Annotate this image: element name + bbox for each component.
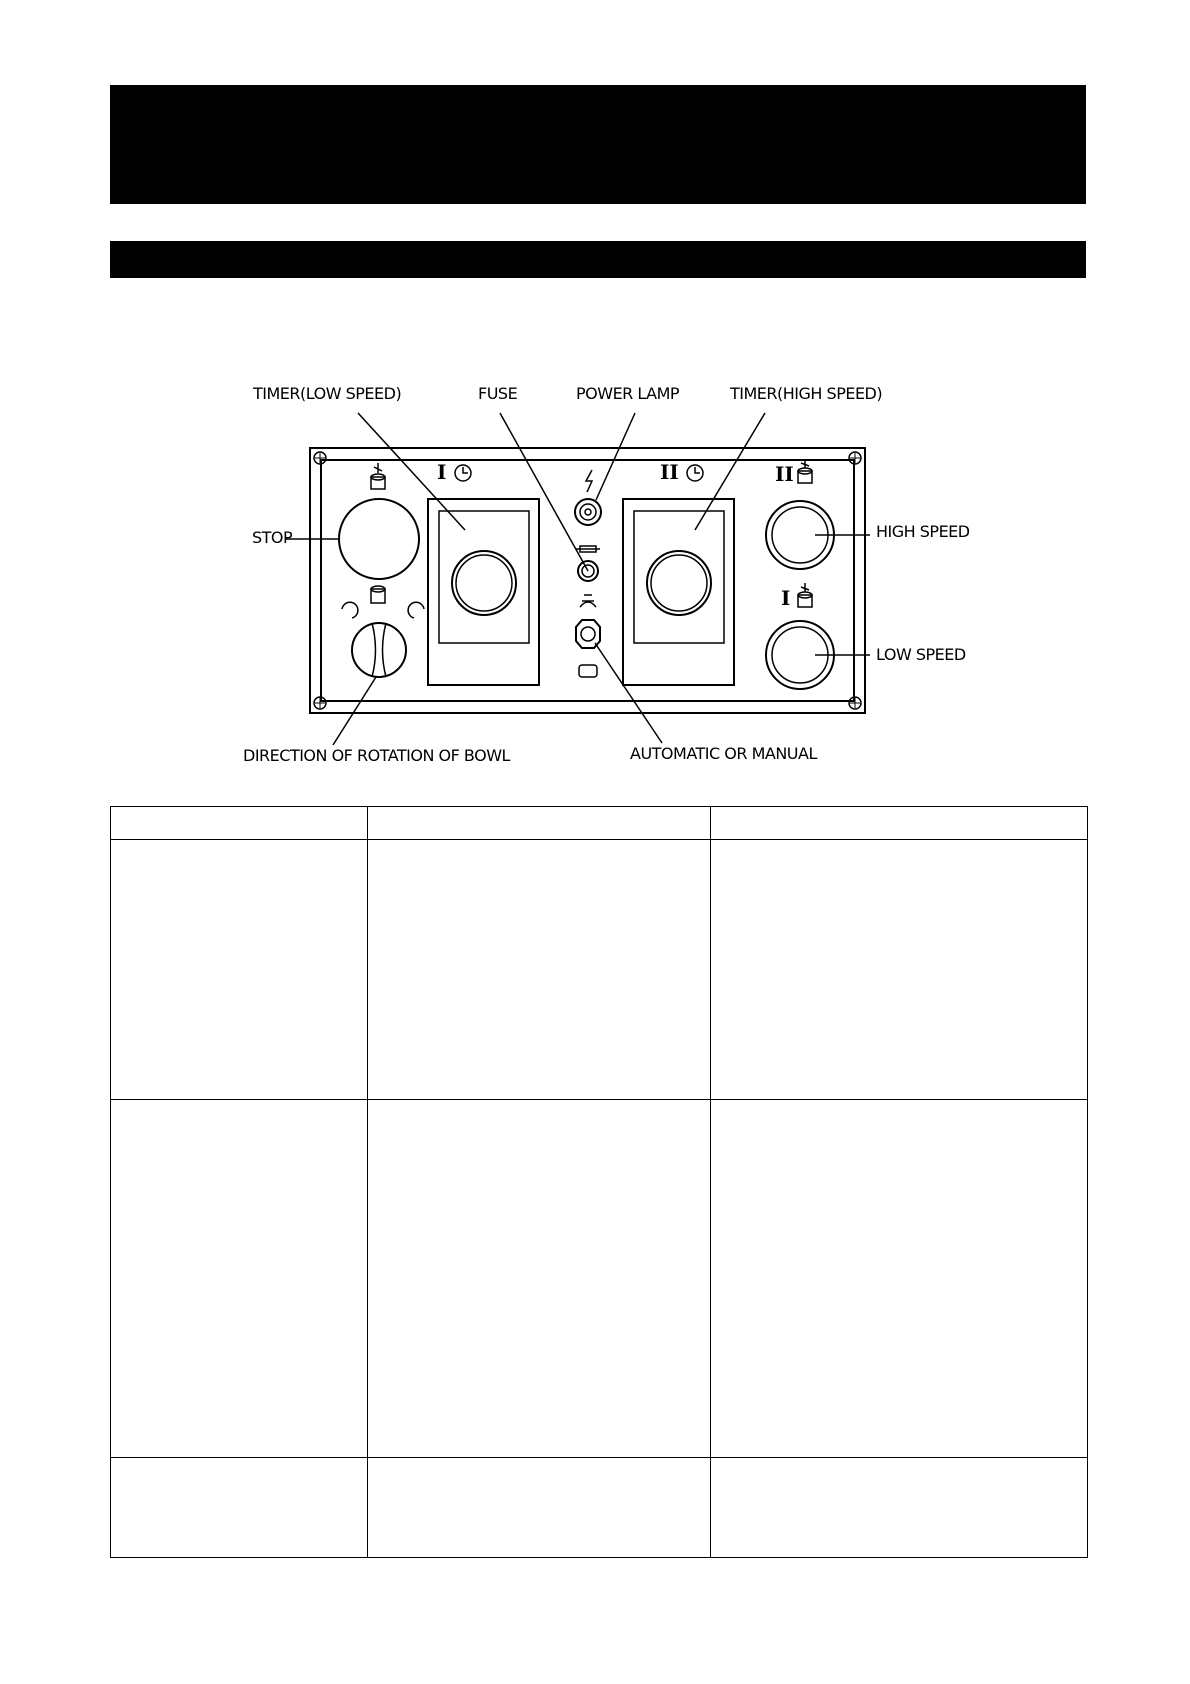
timer-high-knob[interactable] <box>647 551 711 615</box>
bowl-high-speed-icon <box>798 459 812 483</box>
table-row <box>111 1457 1088 1557</box>
table-cell <box>111 1457 368 1557</box>
bowl-low-speed-icon <box>798 583 812 607</box>
fuse-callout-line <box>500 413 588 571</box>
speed-two-mark: II <box>775 462 794 486</box>
screw-icon <box>849 697 861 709</box>
table-cell <box>711 1457 1088 1557</box>
stop-button[interactable] <box>339 499 419 579</box>
section-bar <box>110 241 1086 278</box>
table-header-cell <box>368 807 711 840</box>
auto-manual-callout-line <box>595 643 662 743</box>
direction-callout-line <box>333 677 376 745</box>
speed-one-mark: I <box>781 586 791 610</box>
table-cell <box>111 840 368 1100</box>
title-bar <box>110 85 1086 204</box>
table-header-row <box>111 807 1088 840</box>
timer-high-frame <box>623 499 734 685</box>
table-cell <box>368 840 711 1100</box>
clock-icon <box>687 465 703 481</box>
clock-icon <box>455 465 471 481</box>
direction-knob[interactable] <box>352 623 406 677</box>
timer-low-speed-label: TIMER(LOW SPEED) <box>253 384 402 403</box>
stop-bowl-icon <box>371 463 385 489</box>
power-lamp-label: POWER LAMP <box>576 384 680 403</box>
table-cell <box>368 1100 711 1457</box>
power-lamp <box>575 499 601 525</box>
timer-low-frame <box>428 499 539 685</box>
rotation-direction-icons <box>342 586 424 618</box>
table-row <box>111 840 1088 1100</box>
timer-high-callout-line <box>695 413 765 530</box>
timer-two-mark: II <box>660 460 679 484</box>
lightning-icon <box>586 470 592 492</box>
automatic-icon <box>579 665 597 677</box>
high-speed-label: HIGH SPEED <box>876 522 970 541</box>
timer-high-speed-label: TIMER(HIGH SPEED) <box>730 384 883 403</box>
table-header-cell <box>711 807 1088 840</box>
screw-icon <box>314 452 326 464</box>
low-speed-label: LOW SPEED <box>876 645 966 664</box>
stop-label: STOP <box>252 528 293 547</box>
timer-low-knob[interactable] <box>452 551 516 615</box>
table-cell <box>711 1100 1088 1457</box>
table-cell <box>711 840 1088 1100</box>
table-cell <box>111 1100 368 1457</box>
automatic-or-manual-label: AUTOMATIC OR MANUAL <box>630 744 817 763</box>
control-panel-diagram <box>230 375 970 775</box>
fuse-label: FUSE <box>478 384 518 403</box>
screw-icon <box>849 452 861 464</box>
screw-icon <box>314 697 326 709</box>
power-lamp-callout-line <box>596 413 635 500</box>
timer-low-callout-line <box>358 413 465 530</box>
manual-hand-icon <box>580 595 596 607</box>
timer-one-mark: I <box>437 460 447 484</box>
table-cell <box>368 1457 711 1557</box>
fuse-icon <box>576 546 600 552</box>
direction-of-rotation-label: DIRECTION OF ROTATION OF BOWL <box>243 746 510 765</box>
control-description-table <box>110 806 1088 1558</box>
table-row <box>111 1100 1088 1457</box>
table-header-cell <box>111 807 368 840</box>
